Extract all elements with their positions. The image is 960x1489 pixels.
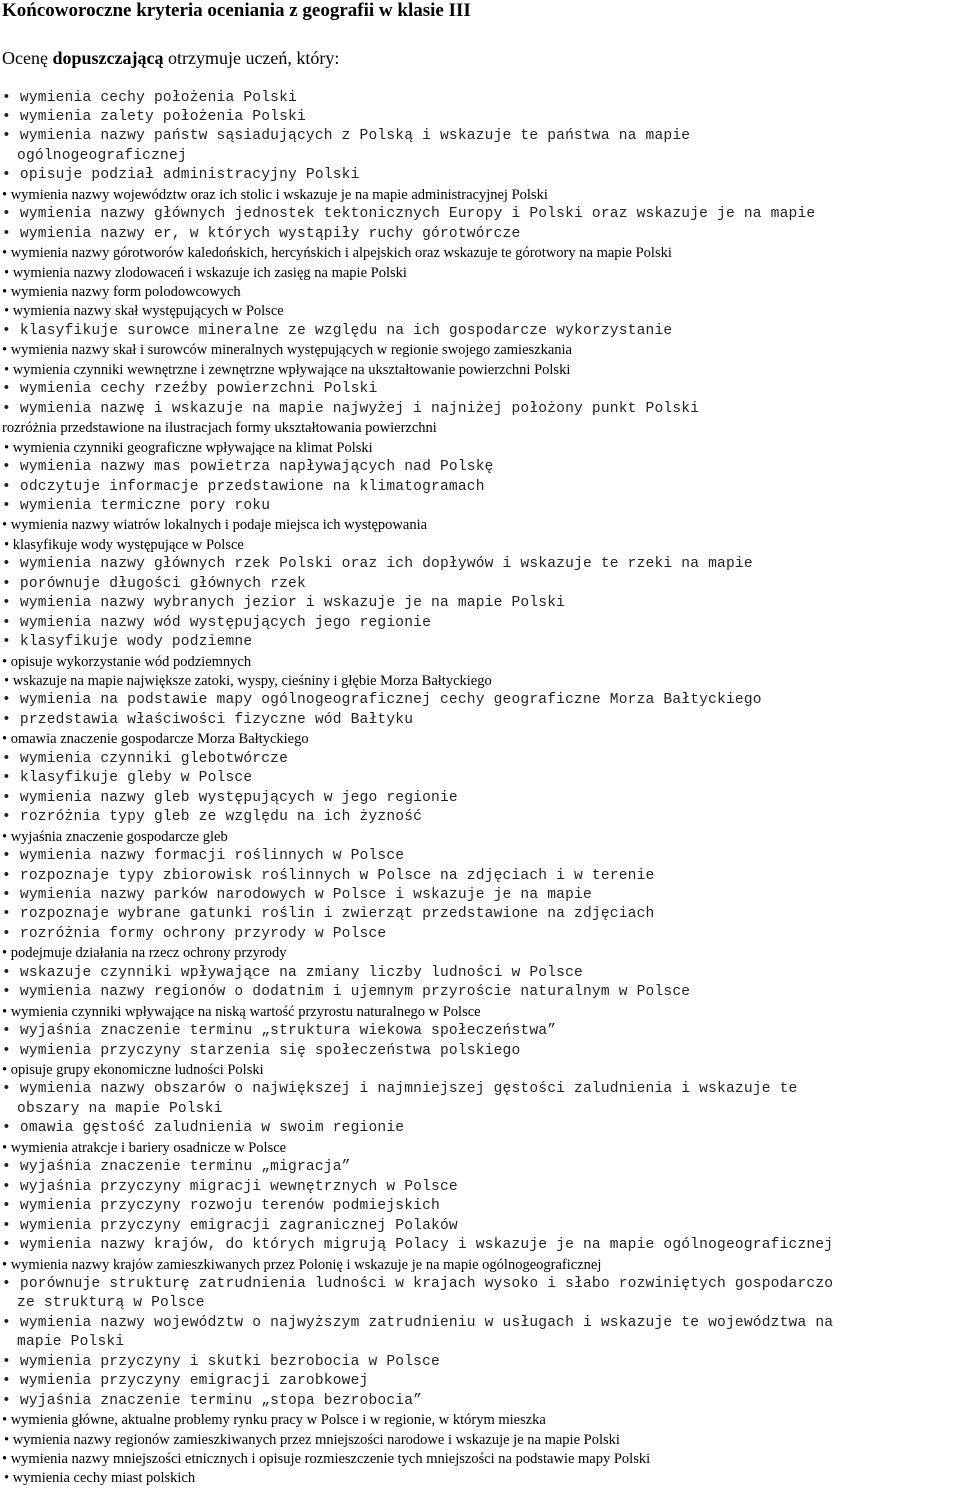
criterion-item: • wymienia nazwę i wskazuje na mapie najwyżej i najniżej położony punkt Polski — [2, 400, 700, 417]
criterion-item: • odczytuje informacje przedstawione na klimatogramach — [2, 478, 485, 495]
criterion-item: • wymienia przyczyny emigracji zarobkowej — [2, 1373, 369, 1390]
criterion-item: • porównuje długości głównych rzek — [2, 575, 306, 592]
criterion-item: • porównuje strukturę zatrudnienia ludności w krajach wysoko i słabo rozwiniętych gospodarczo — [2, 1275, 834, 1292]
criterion-item: • wymienia nazwy zlodowaceń i wskazuje ich zasięg na mapie Polski — [4, 264, 407, 281]
criterion-item: • opisuje podział administracyjny Polski — [2, 167, 360, 184]
criterion-item: • wymienia nazwy państw sąsiadujących z Polską i wskazuje te państwa na mapie — [2, 128, 691, 145]
criterion-item: • klasyfikuje wody podziemne — [2, 634, 253, 651]
criterion-item: • wyjaśnia znaczenie terminu „struktura wiekowa społeczeństwa” — [2, 1023, 557, 1040]
criterion-item: • wymienia nazwy mas powietrza napływających nad Polskę — [2, 459, 494, 476]
criterion-item: • wymienia nazwy formacji roślinnych w Polsce — [2, 848, 405, 865]
criterion-item: • klasyfikuje gleby w Polsce — [2, 770, 253, 787]
criterion-item: • wymienia nazwy krajów, do których migrują Polacy i wskazuje je na mapie ogólnogeograficznej — [2, 1237, 834, 1254]
criterion-item: • wymienia nazwy krajów zamieszkiwanych przez Polonię i wskazuje je na mapie ogólnogeograficznej — [2, 1256, 602, 1273]
criterion-item: • opisuje grupy ekonomiczne ludności Polski — [2, 1062, 264, 1078]
criterion-item: • wymienia przyczyny emigracji zagranicznej Polaków — [2, 1217, 458, 1234]
criterion-item: • wymienia nazwy wód występujących jego regionie — [2, 614, 432, 631]
grade-heading-post: otrzymuje uczeń, który: — [163, 48, 340, 68]
criterion-item: • wymienia nazwy obszarów o największej i najmniejszej gęstości zaludnienia i wskazuje te — [2, 1081, 798, 1098]
criterion-item: • rozróżnia formy ochrony przyrody w Polsce — [2, 925, 387, 942]
criterion-item: • omawia gęstość zaludnienia w swoim regionie — [2, 1120, 405, 1137]
criterion-item: • wymienia zalety położenia Polski — [2, 108, 306, 125]
grade-name: dopuszczającą — [52, 48, 164, 68]
criterion-item: • wymienia nazwy parków narodowych w Polsce i wskazuje je na mapie — [2, 886, 592, 903]
document-title: Końcoworoczne kryteria oceniania z geografii w klasie III — [2, 0, 471, 21]
criterion-item: • wymienia termiczne pory roku — [2, 497, 271, 514]
criterion-item: • klasyfikuje wody występujące w Polsce — [4, 536, 244, 553]
criterion-item: • wymienia atrakcje i bariery osadnicze w Polsce — [2, 1139, 287, 1156]
criterion-item: • wymienia czynniki wpływające na niską wartość przyrostu naturalnego w Polsce — [2, 1003, 481, 1020]
criterion-item: • wymienia cechy miast polskich — [4, 1470, 196, 1487]
criterion-item: • wymienia cechy rzeźby powierzchni Polski — [2, 381, 378, 398]
criterion-item: • wymienia przyczyny i skutki bezrobocia w Polsce — [2, 1353, 440, 1370]
criterion-item: • klasyfikuje surowce mineralne ze względu na ich gospodarcze wykorzystanie — [2, 322, 673, 339]
criterion-item: • wyjaśnia znaczenie gospodarcze gleb — [2, 828, 228, 845]
criterion-item: • wymienia nazwy województw o najwyższym zatrudnieniu w usługach i wskazuje te województwa na — [2, 1314, 834, 1331]
criterion-item: • rozpoznaje wybrane gatunki roślin i zwierząt przedstawione na zdjęciach — [2, 906, 655, 923]
criterion-item: • wymienia nazwy skał i surowców mineralnych występujących w regionie swojego zamieszkania — [2, 342, 572, 359]
criterion-item: • rozpoznaje typy zbiorowisk roślinnych w Polsce na zdjęciach i w terenie — [2, 867, 655, 884]
criterion-item: • wymienia czynniki geograficzne wpływające na klimat Polski — [4, 439, 373, 456]
criterion-item: • wymienia nazwy regionów zamieszkiwanych przez mniejszości narodowe i wskazuje je na mapie Polski — [4, 1431, 620, 1448]
criterion-item: • wymienia przyczyny starzenia się społeczeństwa polskiego — [2, 1042, 521, 1059]
criterion-item: • wyjaśnia znaczenie terminu „migracja” — [2, 1159, 351, 1176]
criterion-continuation: ze strukturą w Polsce — [17, 1295, 205, 1312]
criterion-item: • podejmuje działania na rzecz ochrony przyrody — [2, 945, 287, 962]
criterion-item: • wymienia na podstawie mapy ogólnogeograficznej cechy geograficzne Morza Bałtyckiego — [2, 692, 762, 709]
criterion-item: • wymienia nazwy wiatrów lokalnych i podaje miejsca ich występowania — [2, 517, 428, 534]
criterion-item: • wymienia nazwy województw oraz ich stolic i wskazuje je na mapie administracyjnej Polski — [2, 186, 548, 203]
criterion-item: • wskazuje czynniki wpływające na zmiany liczby ludności w Polsce — [2, 964, 583, 981]
criterion-item: • rozróżnia typy gleb ze względu na ich żyzność — [2, 809, 423, 826]
grade-heading-pre: Ocenę — [2, 48, 53, 68]
criterion-item: • wymienia nazwy górotworów kaledońskich, hercyńskich i alpejskich oraz wskazuje te górotwory na mapie Polski — [2, 245, 672, 262]
criterion-item: • wymienia nazwy er, w których wystąpiły ruchy górotwórcze — [2, 225, 521, 242]
criterion-item: • wymienia nazwy gleb występujących w jego regionie — [2, 789, 458, 806]
criterion-item: • przedstawia właściwości fizyczne wód Bałtyku — [2, 711, 414, 728]
criterion-item: • omawia znaczenie gospodarcze Morza Bałtyckiego — [2, 731, 309, 748]
criterion-item: • wyjaśnia znaczenie terminu „stopa bezrobocia” — [2, 1392, 423, 1409]
criterion-item: • wymienia czynniki glebotwórcze — [2, 750, 289, 767]
criterion-item: • wskazuje na mapie największe zatoki, wyspy, cieśniny i głębie Morza Bałtyckiego — [4, 673, 492, 689]
criterion-continuation: rozróżnia przedstawione na ilustracjach formy ukształtowania powierzchni — [2, 420, 437, 437]
criterion-continuation: obszary na mapie Polski — [17, 1100, 223, 1117]
criterion-item: • wymienia nazwy skał występujących w Polsce — [4, 303, 284, 320]
criterion-item: • wyjaśnia przyczyny migracji wewnętrznych w Polsce — [2, 1178, 458, 1195]
criterion-item: • wymienia główne, aktualne problemy rynku pracy w Polsce i w regionie, w którym mieszka — [2, 1412, 546, 1429]
criterion-item: • wymienia czynniki wewnętrzne i zewnętrzne wpływające na ukształtowanie powierzchni Polski — [4, 361, 571, 378]
criterion-item: • opisuje wykorzystanie wód podziemnych — [2, 653, 252, 670]
criterion-item: • wymienia cechy położenia Polski — [2, 89, 297, 106]
criterion-item: • wymienia nazwy głównych jednostek tektonicznych Europy i Polski oraz wskazuje je na mapie — [2, 206, 816, 223]
criterion-item: • wymienia nazwy wybranych jezior i wskazuje je na mapie Polski — [2, 595, 566, 612]
criterion-item: • wymienia nazwy mniejszości etnicznych i opisuje rozmieszczenie tych mniejszości na podstawie mapy Polski — [2, 1451, 651, 1467]
criterion-item: • wymienia nazwy głównych rzek Polski oraz ich dopływów i wskazuje te rzeki na mapie — [2, 556, 753, 573]
criterion-item: • wymienia nazwy regionów o dodatnim i ujemnym przyroście naturalnym w Polsce — [2, 984, 691, 1001]
criterion-continuation: mapie Polski — [17, 1334, 125, 1351]
criterion-item: • wymienia przyczyny rozwoju terenów podmiejskich — [2, 1198, 440, 1215]
criterion-item: • wymienia nazwy form polodowcowych — [2, 284, 241, 300]
grade-heading — [2, 47, 339, 69]
criterion-continuation: ogólnogeograficznej — [17, 147, 187, 164]
